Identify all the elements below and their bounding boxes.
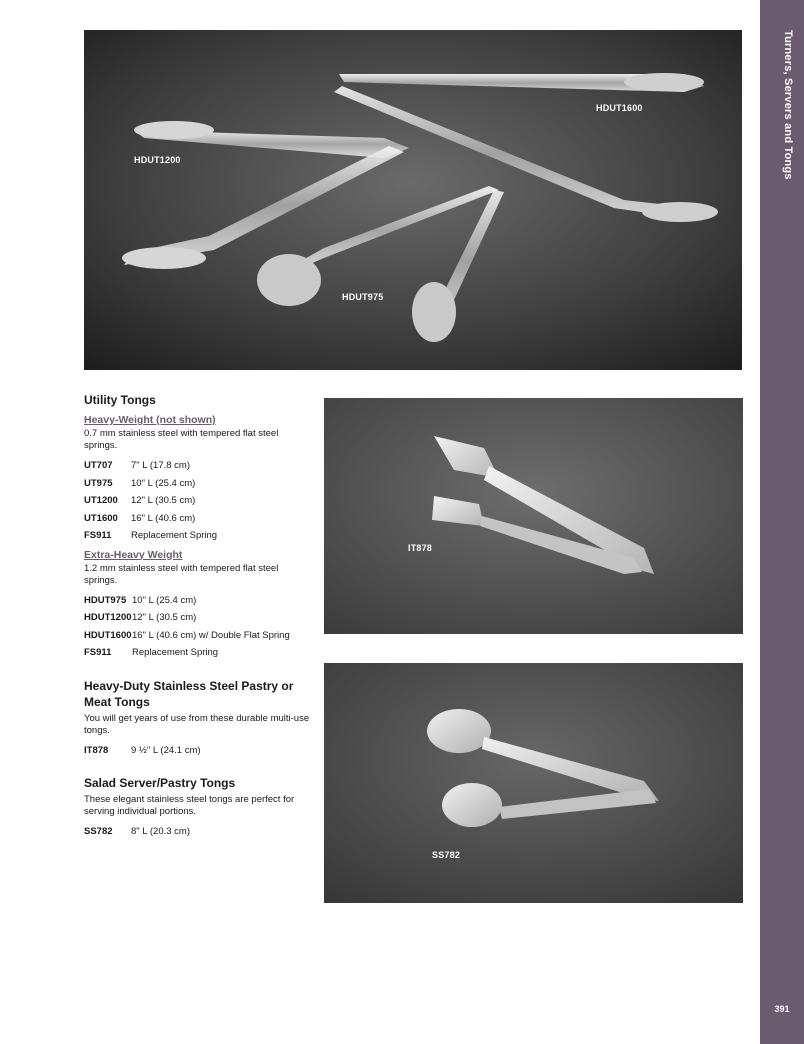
- spec: 10" L (25.4 cm): [131, 477, 196, 489]
- sku: HDUT975: [84, 594, 127, 606]
- sku: SS782: [84, 826, 113, 837]
- sku: FS911: [84, 530, 112, 541]
- photo-label-hdut1600: HDUT1600: [596, 103, 643, 113]
- spec: 16" L (40.6 cm): [131, 512, 196, 524]
- section-title: Turners, Servers and Tongs: [782, 30, 794, 180]
- spec: Replacement Spring: [132, 647, 219, 658]
- list-item: [84, 457, 314, 475]
- sku: UT707: [84, 460, 113, 471]
- photo-label-ss782: SS782: [432, 850, 461, 860]
- heavy-weight-description: 0.7 mm stainless steel with tempered flat steel springs.: [84, 428, 279, 451]
- list-item: [84, 823, 314, 841]
- spec: 9 ½" L (24.1 cm): [131, 744, 201, 756]
- photo-utility-tongs: [84, 30, 742, 370]
- section-title-utility-tongs: Utility Tongs: [84, 393, 156, 407]
- sku: HDUT1600: [84, 629, 132, 641]
- sku: UT1200: [84, 495, 118, 506]
- photo-label-hdut975: HDUT975: [342, 292, 384, 302]
- photo-label-hdut1200: HDUT1200: [134, 155, 181, 165]
- list-item: [84, 510, 314, 528]
- list-item: [84, 627, 314, 645]
- section-title-salad-server: Salad Server/Pastry Tongs: [84, 776, 236, 790]
- extra-heavy-list: [84, 592, 314, 662]
- sku: UT1600: [84, 512, 118, 524]
- subsection-extra-heavy-weight: Extra-Heavy Weight: [84, 548, 183, 561]
- list-item: [84, 644, 314, 662]
- sku: IT878: [84, 744, 109, 756]
- spec: 12" L (30.5 cm): [131, 495, 196, 506]
- list-item: [84, 527, 314, 545]
- heavy-weight-list: [84, 457, 314, 545]
- salad-server-description: These elegant stainless steel tongs are perfect for serving individual portions.: [84, 794, 295, 817]
- pastry-tongs-description: You will get years of use from these durable multi-use tongs.: [84, 712, 310, 736]
- list-item: [84, 742, 314, 760]
- spec: 8" L (20.3 cm): [131, 826, 190, 837]
- list-item: [84, 475, 314, 493]
- spec: 16" L (40.6 cm) w/ Double Flat Spring: [132, 629, 290, 641]
- subsection-heavy-weight: Heavy-Weight (not shown): [84, 414, 216, 426]
- spec: 10" L (25.4 cm): [132, 594, 197, 606]
- photo-label-it878: IT878: [408, 543, 433, 553]
- spec: 12" L (30.5 cm): [132, 612, 197, 623]
- list-item: [84, 592, 314, 610]
- sku: HDUT1200: [84, 612, 132, 623]
- list-item: [84, 492, 314, 510]
- sku: FS911: [84, 647, 112, 658]
- photo-pastry-tongs: [324, 398, 743, 634]
- photo-salad-server: [324, 663, 743, 903]
- spec: Replacement Spring: [131, 530, 218, 541]
- list-item: [84, 609, 314, 627]
- page-number: 391: [774, 1004, 790, 1014]
- spec: 7" L (17.8 cm): [131, 460, 190, 471]
- sku: UT975: [84, 477, 113, 489]
- section-title-pastry-tongs: Heavy-Duty Stainless Steel Pastry or Meat Tongs: [84, 678, 294, 709]
- product-text-column: [84, 392, 314, 841]
- extra-heavy-description: 1.2 mm stainless steel with tempered flat steel springs.: [84, 562, 279, 586]
